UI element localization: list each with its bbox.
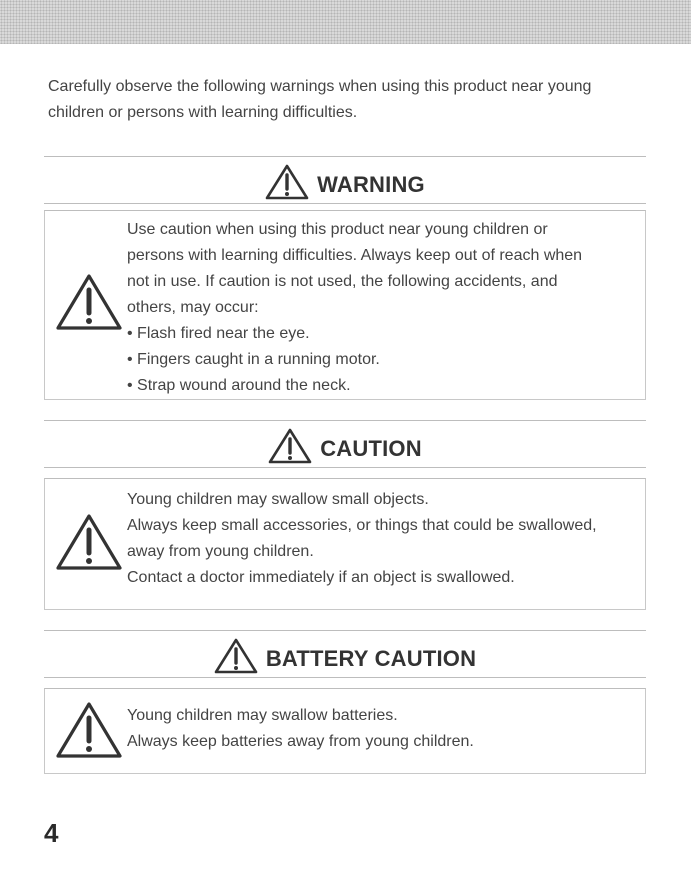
battery-caution-text-line: Always keep batteries away from young children. [127,733,474,750]
warning-text-line: not in use. If caution is not used, the following accidents, and [127,273,558,290]
intro-line: children or persons with learning difficulties. [48,104,358,121]
warning-bullet: • Fingers caught in a running motor. [127,351,380,368]
warning-bullet: • Flash fired near the eye. [127,325,310,342]
warning-box [44,210,646,400]
warning-text-line: others, may occur: [127,299,259,316]
header-band [0,0,691,44]
intro-line: Carefully observe the following warnings when using this product near young [48,78,592,95]
caution-text-line: away from young children. [127,543,314,560]
warning-triangle-icon [265,164,309,205]
warning-triangle-icon [55,701,123,759]
page-number: 4 [44,818,59,848]
warning-triangle-icon [268,428,312,469]
warning-triangle-icon [214,638,258,679]
caution-text-line: Contact a doctor immediately if an object is swallowed. [127,569,515,586]
warning-text-line: Use caution when using this product near young children or [127,221,548,238]
warning-triangle-icon [55,513,123,571]
caution-title: CAUTION [320,435,422,461]
warning-title: WARNING [317,171,425,197]
warning-triangle-icon [55,273,123,331]
warning-text-line: persons with learning difficulties. Always keep out of reach when [127,247,583,264]
caution-header [44,420,646,468]
battery-caution-title: BATTERY CAUTION [265,645,477,671]
battery-caution-header [44,630,646,678]
warning-header [44,156,646,204]
intro-paragraph [48,74,658,126]
warning-bullet: • Strap wound around the neck. [127,377,351,394]
caution-text-line: Always keep small accessories, or things that could be swallowed, [127,517,597,534]
battery-caution-text-line: Young children may swallow batteries. [127,707,398,724]
caution-box [44,478,646,610]
battery-caution-box [44,688,646,774]
caution-text-line: Young children may swallow small objects. [127,491,429,508]
